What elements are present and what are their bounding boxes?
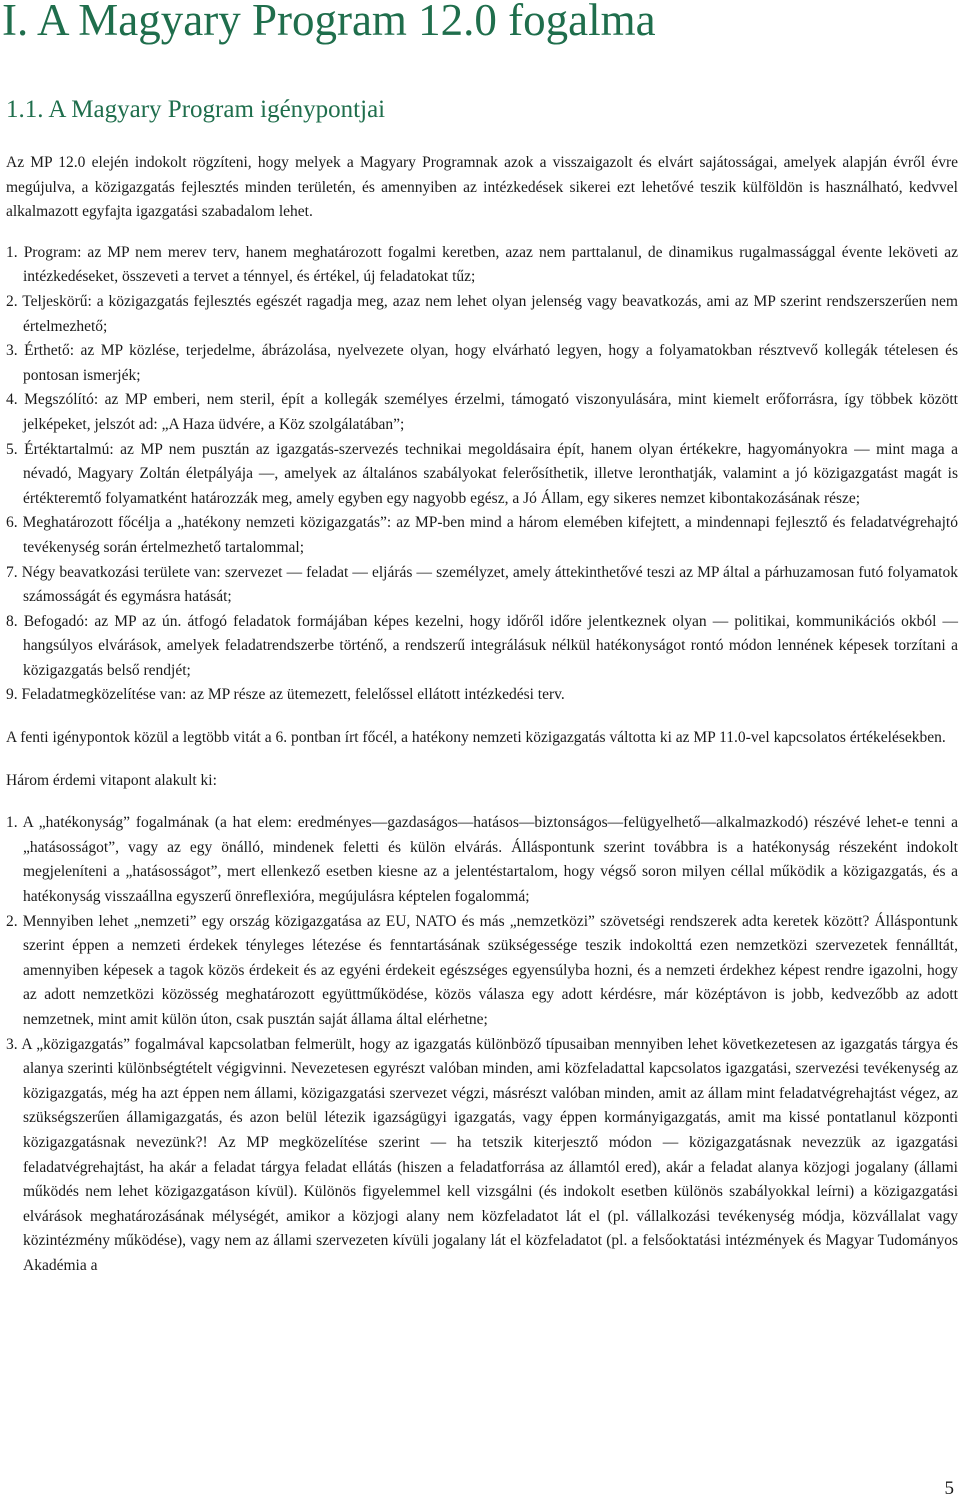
debate-intro: Három érdemi vitapont alakult ki: xyxy=(6,771,217,789)
list-item: 6. Meghatározott főcélja a „hatékony nemzeti közigazgatás”: az MP-ben mind a három elemében kifejtett, a mindennapi fejlesztő és feladatvégrehajtó tevékenység során értelmezhető tartalommal; xyxy=(6,514,958,556)
list-item: 9. Feladatmegközelítése van: az MP része az ütemezett, felelőssel ellátott intézkedési terv. xyxy=(6,686,565,704)
list-item: 1. Program: az MP nem merev terv, hanem meghatározott fogalmi keretben, azaz nem parttalanul, de dinamikus rugalmassággal évente leköveti az intézkedéseket, összeveti a tervet a ténnyel, és értékel, új feladatokat tűz; xyxy=(6,243,958,286)
page-number: 5 xyxy=(944,1478,954,1499)
list-item: 3. A „közigazgatás” fogalmával kapcsolatban felmerült, hogy az igazgatás különböző típusaiban mennyiben lehet következetesen az igazgatás tárgya és alanya szerinti különbségtételt végigvinni. Nevezetesen egyrészt valóban minden, ami közfeladattal kapcsolatos igazgatási, szervezési tevékenység az közigazgatás, még ha azt éppen nem állami, közigazgatási szervezet végzi, másrészt valóban minden, amit az állam mint feladatvégrehajtást végez, az szükségszerűen államigazgatás, és azon belül létezik igazságügyi igazgatás, vagy éppen kormányigazgatás, amit ma kissé pontatlanul központi közigazgatásnak nevezünk?! Az MP megközelítése szerint — ha tetszik kiterjesztő módon — közigazgatásnak nevezzük az igazgatási feladatvégrehajtást, ha akár a feladat tárgya feladat ellátás (hiszen a feladatforrása az államtól ered), akár a feladat alanya közjogi jogalany (állami működés nem lehet közigazgatáson kívül). Különös figyelemmel kell vizsgálni (és indokolt esetben különös szabályokkal leírni) a közigazgatási elvárások meghatározásának mélységét, amikor a közjogi alany nem közfeladatot lát el (pl. vállalkozási tevékenység módja, közvállalat vagy közintézmény működése), vagy nem az állami szervezeten kívüli jogalany lát el közfeladatot (pl. a felsőoktatási intézmények és Magyar Tudományos Akadémia a xyxy=(6,1035,958,1274)
section-heading: 1.1. A Magyary Program igénypontjai xyxy=(6,96,386,123)
list-item: 8. Befogadó: az MP az ún. átfogó feladatok formájában képes kezelni, hogy időről időre jelentkeznek olyan — politikai, kommunikációs okból — hangsúlyos elvárások, amelyek feladatrendszerbe történő, a rendszerű integrálásuk nélkül hatékonyságot rontó módon lennének képesek torzítani a közigazgatás belső rendjét; xyxy=(6,612,958,679)
list-item: 2. Teljeskörű: a közigazgatás fejlesztés egészét ragadja meg, azaz nem lehet olyan jelenség vagy beavatkozás, ami az MP szerint rendszerszerűen nem értelmezhető; xyxy=(6,292,958,335)
list-item: 1. A „hatékonyság” fogalmának (a hat elem: eredményes—gazdaságos—hatásos—biztonságos—felügyelhető—alkalmazkodó) részévé lehet-e tenni a „hatásosságot”, vagy az egy önálló, mindenek feletti és külön elvárás. Álláspontunk szerint továbbra is a hatékonyság részeként indokolt megjeleníteni a „hatásosságot”, mert ellenkező esetben kiesne az a jelentéstartalom, hogy végső soron milyen céllal működik a közigazgatás, és a hatékonyság visszaállna egyszerű önreflexióra, megújulásra képtelen fogalommá; xyxy=(6,814,958,906)
summary-paragraph: A fenti igénypontok közül a legtöbb vitát a 6. pontban írt főcél, a hatékony nemzeti közigazgatás váltotta ki az MP 11.0-vel kapcsolatos értékelésekben. xyxy=(6,729,946,747)
list-item: 4. Megszólító: az MP emberi, nem steril, épít a kollegák személyes érzelmi, támogató viszonyulására, mint kiemelt erőforrásra, így többek között jelképeket, jelszót ad: „A Haza üdvére, a Köz szolgálatában”; xyxy=(6,391,958,433)
list-item: 3. Érthető: az MP közlése, terjedelme, ábrázolása, nyelvezete olyan, hogy elvárható legyen, hogy a folyamatokban résztvevő kollegák tételesen és pontosan ismerjék; xyxy=(6,342,958,384)
debates-list xyxy=(6,811,958,1278)
list-item: 7. Négy beavatkozási területe van: szervezet — feladat — eljárás — személyzet, amely áttekinthetővé teszi az MP által a párhuzamosan futó folyamatok számosságát és egymásra hatását; xyxy=(6,563,958,606)
document-body xyxy=(6,151,958,1279)
list-item: 5. Értéktartalmú: az MP nem pusztán az igazgatás-szervezés technikai megoldásaira épít, hanem olyan értékekre, hagyományokra — mint maga a névadó, Magyary Zoltán életpályája —, amelyek az általános szabályokat felerősíthetik, illetve leronthatják, valamint a jó közigazgatást magát is értékteremtő folyamatként határozzák meg, amely egyben egy nagyobb egész, a Jó Állam, egy sikeres nemzet kibontakozásának része; xyxy=(6,440,958,507)
page-title: I. A Magyary Program 12.0 fogalma xyxy=(2,0,656,45)
list-item: 2. Mennyiben lehet „nemzeti” egy ország közigazgatása az EU, NATO és más „nemzetközi” szövetségi rendszerek adta keretek között? Álláspontunk szerint éppen a nemzeti érdekek tényleges létezése és fenntartásának szükségessége teszik indokolttá ezen nemzetközi szervezetek fennálltát, amennyiben képesek a tagok közös érdekeit és az egyéni érdekeit egészséges egyensúlyba hozni, és a nemzeti érdekhez képest rendre igazolni, hogy az adott nemzetközi közösség meghatározott együttműködése, közös válasza egy adott kérdésre, már középtávon is jobb, kedvezőbb az adott nemzetnek, mint amit külön úton, csak pusztán saját állama által elérhetne; xyxy=(6,912,958,1028)
claims-list xyxy=(6,241,958,708)
intro-paragraph: Az MP 12.0 elején indokolt rögzíteni, hogy melyek a Magyary Programnak azok a visszaigazolt és elvárt sajátosságai, amelyek alapján évről évre megújulva, a közigazgatás fejlesztés minden területén, és amennyiben az intézkedések sikerei ezt lehetővé teszik külföldön is használható, kedvvel alkalmazott egyfajta igazgatási szabadalom lehet. xyxy=(6,154,958,221)
